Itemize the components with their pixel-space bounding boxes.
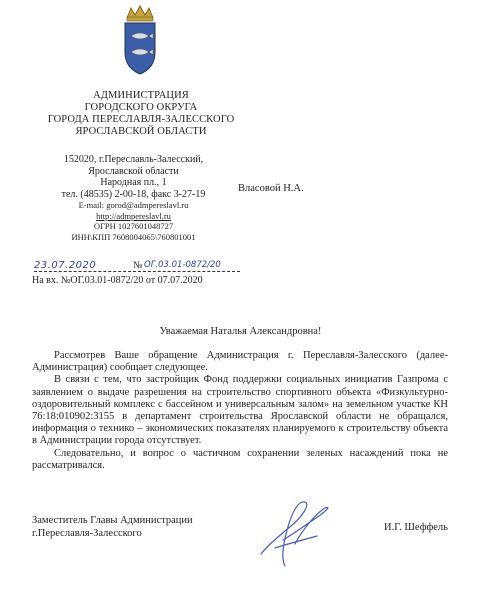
address-line: 152020, г.Переславль-Залесский, bbox=[63, 154, 204, 165]
website-link[interactable]: http://admpereslavl.ru bbox=[96, 210, 171, 221]
inn-kpp: ИНН\КПП 7608004065\760801001 bbox=[71, 231, 196, 242]
org-line: ЯРОСЛАВСКОЙ ОБЛАСТИ bbox=[75, 126, 207, 137]
email: E-mail: gorod@admpereslavl.ru bbox=[78, 200, 189, 210]
letter-body bbox=[32, 350, 448, 472]
outgoing-date: 23.07.2020 bbox=[34, 260, 97, 271]
paragraph: Рассмотрев Ваше обращение Администрация г. Переславля-Залесского (далее- Администрация) сообщает следующее. bbox=[32, 350, 448, 374]
greeting: Уважаемая Наталья Александровна! bbox=[159, 326, 322, 337]
paragraph: Следовательно, и вопрос о частичном сохранении зеленых насаждений пока не рассматривался. bbox=[32, 447, 448, 471]
address-line: Ярославской области bbox=[88, 165, 179, 177]
date-number-underline bbox=[34, 271, 240, 272]
address-block bbox=[36, 154, 231, 242]
signatory-name: И.Г. Шеффель bbox=[384, 522, 448, 533]
outgoing-number: ОГ.03.01-0872/20 bbox=[144, 260, 221, 270]
phone-fax: тел. (48535) 2-00-18, факс 3-27-19 bbox=[61, 188, 206, 200]
paragraph: В связи с тем, что застройщик Фонд поддержки социальных инициатив Газпрома с заявлением о выдаче разрешения на строительство спортивного объекта «Физкультурно-оздоровительный комплекс с бассейном и универсальным залом» на земельном участке КН 76:18:010902:3155 в департамент строительства Ярославской области не обращался, информация о технико – экономических показателях планируемого к строительству объекта в Администрации города отсутствует. bbox=[32, 374, 448, 447]
signatory-title-line: г.Переславля-Залесского bbox=[32, 528, 142, 539]
incoming-reference: На вх. №ОГ.03.01-0872/20 от 07.07.2020 bbox=[32, 275, 203, 286]
org-line: АДМИНИСТРАЦИЯ bbox=[93, 90, 189, 101]
org-line: ГОРОДСКОГО ОКРУГА bbox=[84, 102, 198, 113]
address-line: Народная пл., 1 bbox=[100, 177, 167, 188]
ogrn: ОГРН 1027601048727 bbox=[93, 221, 174, 231]
signatory-title bbox=[32, 514, 193, 540]
handwritten-signature-icon bbox=[257, 496, 335, 572]
recipient-name: Власовой Н.А. bbox=[238, 183, 304, 194]
org-line: ГОРОДА ПЕРЕСЛАВЛЯ-ЗАЛЕССКОГО bbox=[47, 114, 235, 125]
coat-of-arms-icon bbox=[122, 4, 158, 76]
number-label: № bbox=[133, 260, 143, 271]
organization-header bbox=[22, 90, 260, 138]
signatory-title-line: Заместитель Главы Администрации bbox=[32, 515, 193, 526]
